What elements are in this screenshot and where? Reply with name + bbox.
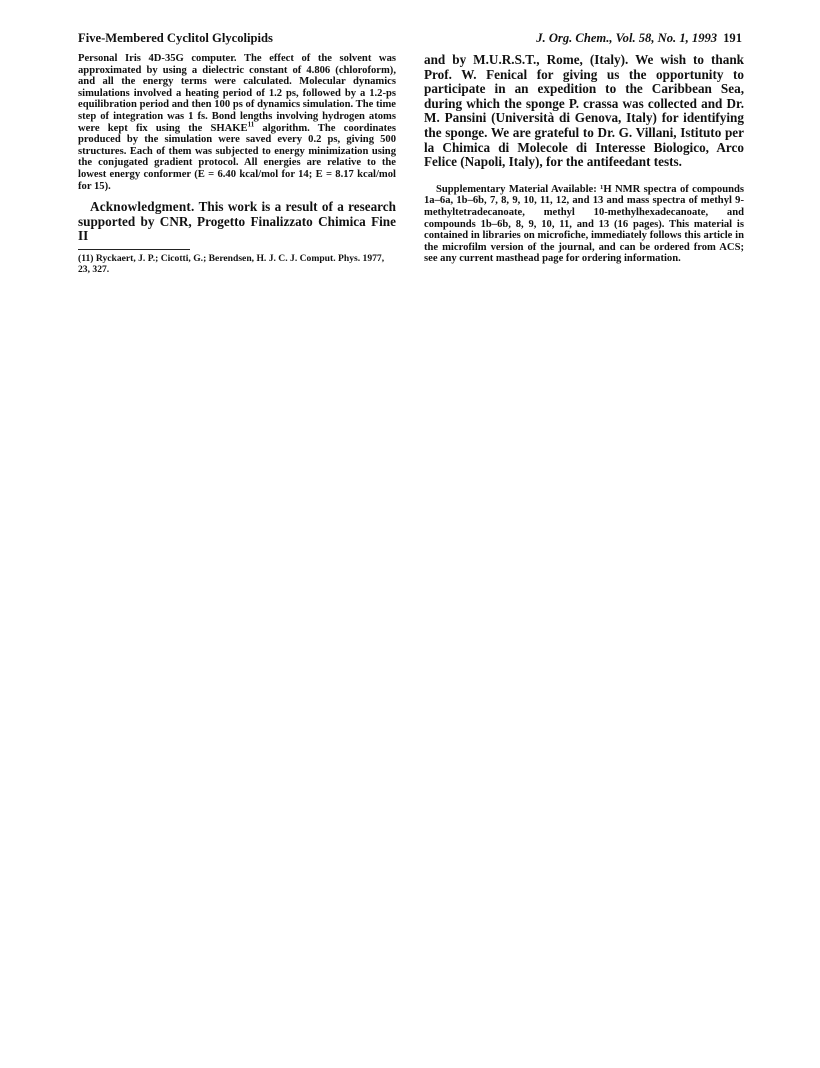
footnote-11: (11) Ryckaert, J. P.; Cicotti, G.; Berendsen, H. J. C. J. Comput. Phys. 1977, 23, 327. (78, 252, 385, 275)
left-column (78, 53, 396, 276)
running-title: Five-Membered Cyclitol Glycolipids (78, 31, 273, 45)
footnote-ref-11: 11 (247, 120, 255, 129)
methods-text-a: Personal Iris 4D-35G computer. The effect of the solvent was approximated by using a dielectric constant of 4.806 (chloroform), and all the energy terms were calculated. Molecular dynamics simulations involved a heating period of 1.2 ps, followed by a 1.2-ps equilibration period and then 100 ps of dynamics simulation. The time step of integration was 1 fs. Bond lengths involving hydrogen atoms were kept fix using the SHAKE (78, 53, 396, 134)
supplementary-heading: Supplementary Material Available: (436, 183, 597, 195)
running-header (78, 31, 742, 49)
methods-text-b: algorithm. The coordinates produced by the simulation were saved every 0.2 ps, giving 500 structures. Each of them was subjected to energy minimization using the conjugated gradient protocol. All energies are relative to the lowest energy conformer (E = 6.40 kcal/mol for 14; E = 8.17 kcal/mol for 15). (78, 122, 396, 192)
acknowledgment-text: This work is a result of a research supported by CNR, Progetto Finalizzato Chimica Fine II (78, 199, 396, 244)
acknowledgment-continued: and by M.U.R.S.T., Rome, (Italy). We wish to thank Prof. W. Fenical for giving us the opportunity to participate in an expedition to the Caribbean Sea, during which the sponge P. crassa was collected and Dr. M. Pansini (Università di Genova, Italy) for identifying the sponge. We are grateful to Dr. G. Villani, Istituto per la Chimica di Molecole di Interesse Biologico, Arco Felice (Napoli, Italy), for the antifeedant tests. (424, 52, 744, 170)
journal-name: J. Org. Chem., Vol. 58, No. 1, 1993 (536, 31, 718, 45)
journal-citation (536, 31, 742, 46)
supplementary-paragraph (424, 184, 744, 265)
page-number: 191 (723, 31, 742, 45)
acknowledgment-paragraph (78, 200, 396, 244)
supplementary-text: ¹H NMR spectra of compounds 1a–6a, 1b–6b, 7, 8, 9, 10, 11, 12, and 13 and mass spectra of methyl 9-methyltetradecanoate, methyl 10-methylhexadecanoate, and compounds 1b–6b, 8, 9, 10, 11, and 13 (16 pages). This material is contained in libraries on microfiche, immediately follows this article in the microfilm version of the journal, and can be ordered from ACS; see any current masthead page for ordering information. (424, 183, 744, 265)
methods-paragraph (78, 53, 396, 192)
acknowledgment-heading: Acknowledgment. (90, 199, 195, 215)
right-column (424, 53, 744, 265)
footnote-rule (78, 249, 190, 250)
